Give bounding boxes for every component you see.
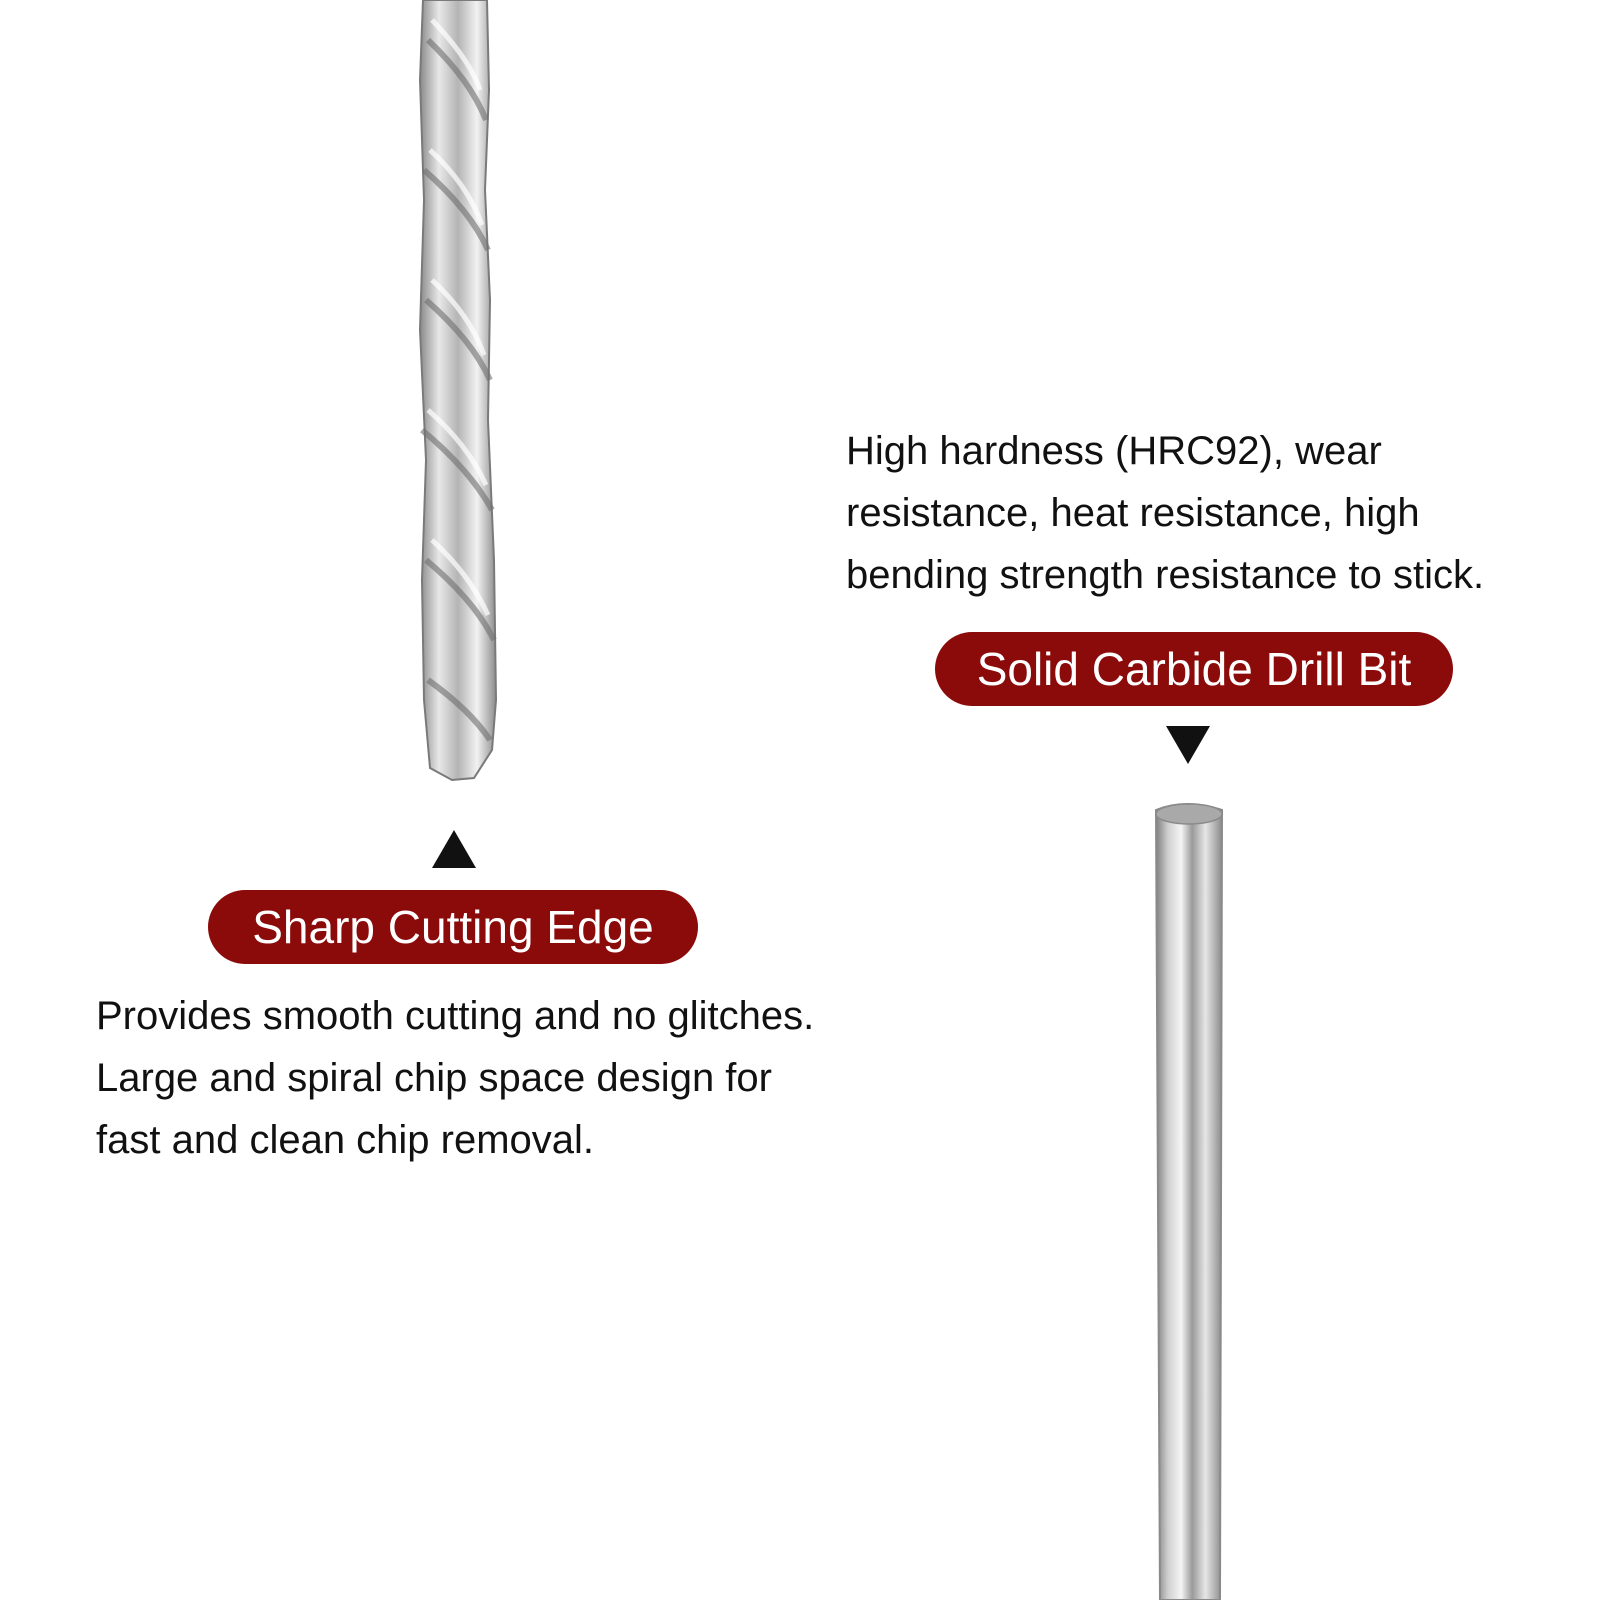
drill-shank: [1156, 804, 1222, 1600]
triangle-down-icon: [1166, 726, 1210, 764]
hardness-line-1: High hardness (HRC92), wear: [846, 429, 1382, 473]
hardness-description: [846, 420, 1596, 606]
hardness-line-3: bending strength resistance to stick.: [846, 553, 1485, 597]
sharp-cutting-edge-badge: Sharp Cutting Edge: [208, 890, 698, 964]
triangle-up-icon: [432, 830, 476, 868]
solid-carbide-badge: Solid Carbide Drill Bit: [935, 632, 1453, 706]
cutting-line-1: Provides smooth cutting and no glitches.: [96, 994, 815, 1038]
cutting-line-3: fast and clean chip removal.: [96, 1118, 595, 1162]
fluted-drill-bit: [420, 0, 496, 780]
cutting-line-2: Large and spiral chip space design for: [96, 1056, 772, 1100]
hardness-line-2: resistance, heat resistance, high: [846, 491, 1420, 535]
cutting-description: [96, 985, 936, 1171]
